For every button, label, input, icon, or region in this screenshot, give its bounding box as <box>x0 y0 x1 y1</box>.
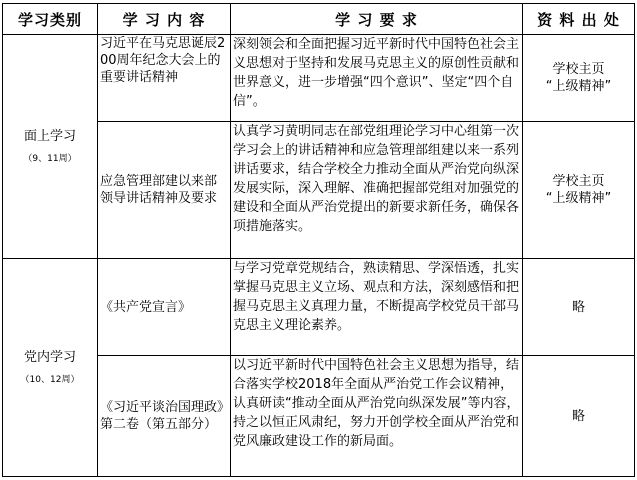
requirement-cell: 认真学习黄明同志在部党组理论学习中心组第一次学习会上的讲话精神和应急管理部组建以来一系列讲话要求，结合学校全力推动全面从严治党向纵深发展实际，深入理解、准确把握部党组对加强党的建设和全面从严治党提出的新要求新任务，确保各项措施落实。 <box>231 122 523 259</box>
category-cell-dangnei <box>3 259 98 477</box>
requirement-cell: 深刻领会和全面把握习近平新时代中国特色社会主义思想对于坚持和发展马克思主义的原创性贡献和世界意义，进一步增强“四个意识”、坚定“四个自信”。 <box>231 35 523 122</box>
source-line: 学校主页 <box>552 174 605 189</box>
header-content: 学 习 内 容 <box>98 4 231 35</box>
category-name: 党内学习 <box>23 349 76 365</box>
content-cell: 习近平在马克思诞辰200周年纪念大会上的重要讲话精神 <box>98 35 231 122</box>
requirement-cell: 与学习党章党规结合，熟读精思、学深悟透，扎实掌握马克思主义立场、观点和方法，深刻感悟和把握马克思主义真理力量，不断提高学校党员干部马克思主义理论素养。 <box>231 259 523 356</box>
table-header-row <box>3 4 635 35</box>
category-time: （9、11周） <box>23 153 77 164</box>
header-requirement: 学 习 要 求 <box>231 4 523 35</box>
table-row <box>3 122 635 259</box>
source-cell: 略 <box>523 356 635 477</box>
category-cell-mianshang <box>3 35 98 259</box>
source-line: “上级精神” <box>545 191 612 206</box>
table-row <box>3 356 635 477</box>
header-category: 学习类别 <box>3 4 98 35</box>
source-cell <box>523 122 635 259</box>
study-plan-table <box>2 3 635 477</box>
table-row <box>3 35 635 122</box>
source-cell: 略 <box>523 259 635 356</box>
content-cell: 应急管理部建以来部领导讲话精神及要求 <box>98 122 231 259</box>
requirement-cell: 以习近平新时代中国特色社会主义思想为指导，结合落实学校2018年全面从严治党工作会议精神，认真研读“推动全面从严治党向纵深发展”等内容，持之以恒正风肃纪，努力开创学校全面从严治党和党风廉政建设工作的新局面。 <box>231 356 523 477</box>
category-name: 面上学习 <box>23 128 76 144</box>
source-cell <box>523 35 635 122</box>
category-time: （10、12周） <box>20 374 80 385</box>
table-row <box>3 259 635 356</box>
study-plan-table-frame <box>2 3 634 476</box>
header-source: 资 料 出 处 <box>523 4 635 35</box>
source-line: 学校主页 <box>552 62 605 77</box>
content-cell: 《共产党宣言》 <box>98 259 231 356</box>
source-line: “上级精神” <box>545 79 612 94</box>
content-cell: 《习近平谈治国理政》第二卷（第五部分） <box>98 356 231 477</box>
